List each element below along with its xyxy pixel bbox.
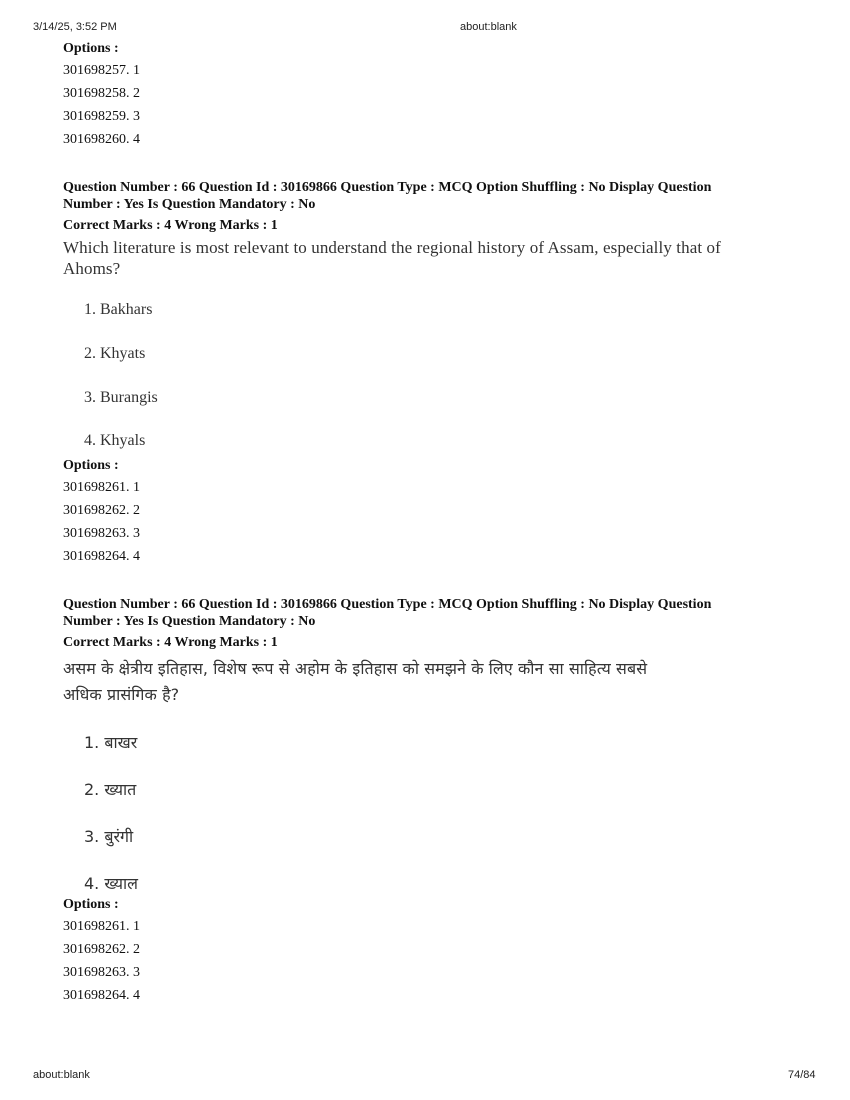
option-code: 301698260. 4 xyxy=(63,132,140,147)
print-footer-url: about:blank xyxy=(33,1069,90,1081)
question-marks: Correct Marks : 4 Wrong Marks : 1 xyxy=(63,218,278,233)
question-meta: Question Number : 66 Question Id : 30169866 Question Type : MCQ Option Shuffling : No Display Question xyxy=(63,597,712,612)
question-marks: Correct Marks : 4 Wrong Marks : 1 xyxy=(63,635,278,650)
question-text: अधिक प्रासंगिक है? xyxy=(63,685,180,704)
option-code: 301698261. 1 xyxy=(63,919,140,934)
answer-choice: 2. ख्यात xyxy=(84,780,137,799)
question-text: Which literature is most relevant to understand the regional history of Assam, especially that of xyxy=(63,238,721,257)
question-text: Ahoms? xyxy=(63,259,121,278)
answer-choice: 2. Khyats xyxy=(84,345,146,362)
option-code: 301698263. 3 xyxy=(63,526,140,541)
answer-choice: 3. बुरंगी xyxy=(84,827,134,846)
print-datetime: 3/14/25, 3:52 PM xyxy=(33,21,117,33)
option-code: 301698258. 2 xyxy=(63,86,140,101)
question-meta: Number : Yes Is Question Mandatory : No xyxy=(63,197,316,212)
answer-choice: 4. ख्याल xyxy=(84,874,138,893)
option-code: 301698261. 1 xyxy=(63,480,140,495)
print-page-title: about:blank xyxy=(460,21,517,33)
answer-choice: 4. Khyals xyxy=(84,432,146,449)
answer-choice: 3. Burangis xyxy=(84,389,158,406)
question-meta: Number : Yes Is Question Mandatory : No xyxy=(63,614,316,629)
option-code: 301698262. 2 xyxy=(63,942,140,957)
options-label: Options : xyxy=(63,458,119,473)
question-meta: Question Number : 66 Question Id : 30169866 Question Type : MCQ Option Shuffling : No Display Question xyxy=(63,180,712,195)
option-code: 301698263. 3 xyxy=(63,965,140,980)
answer-choice: 1. बाखर xyxy=(84,733,138,752)
options-label: Options : xyxy=(63,41,119,56)
answer-choice: 1. Bakhars xyxy=(84,301,153,318)
option-code: 301698264. 4 xyxy=(63,988,140,1003)
option-code: 301698262. 2 xyxy=(63,503,140,518)
print-page-number: 74/84 xyxy=(788,1069,816,1081)
options-label: Options : xyxy=(63,897,119,912)
option-code: 301698257. 1 xyxy=(63,63,140,78)
question-text: असम के क्षेत्रीय इतिहास, विशेष रूप से अहोम के इतिहास को समझने के लिए कौन सा साहित्य सबसे xyxy=(63,659,648,678)
option-code: 301698264. 4 xyxy=(63,549,140,564)
option-code: 301698259. 3 xyxy=(63,109,140,124)
